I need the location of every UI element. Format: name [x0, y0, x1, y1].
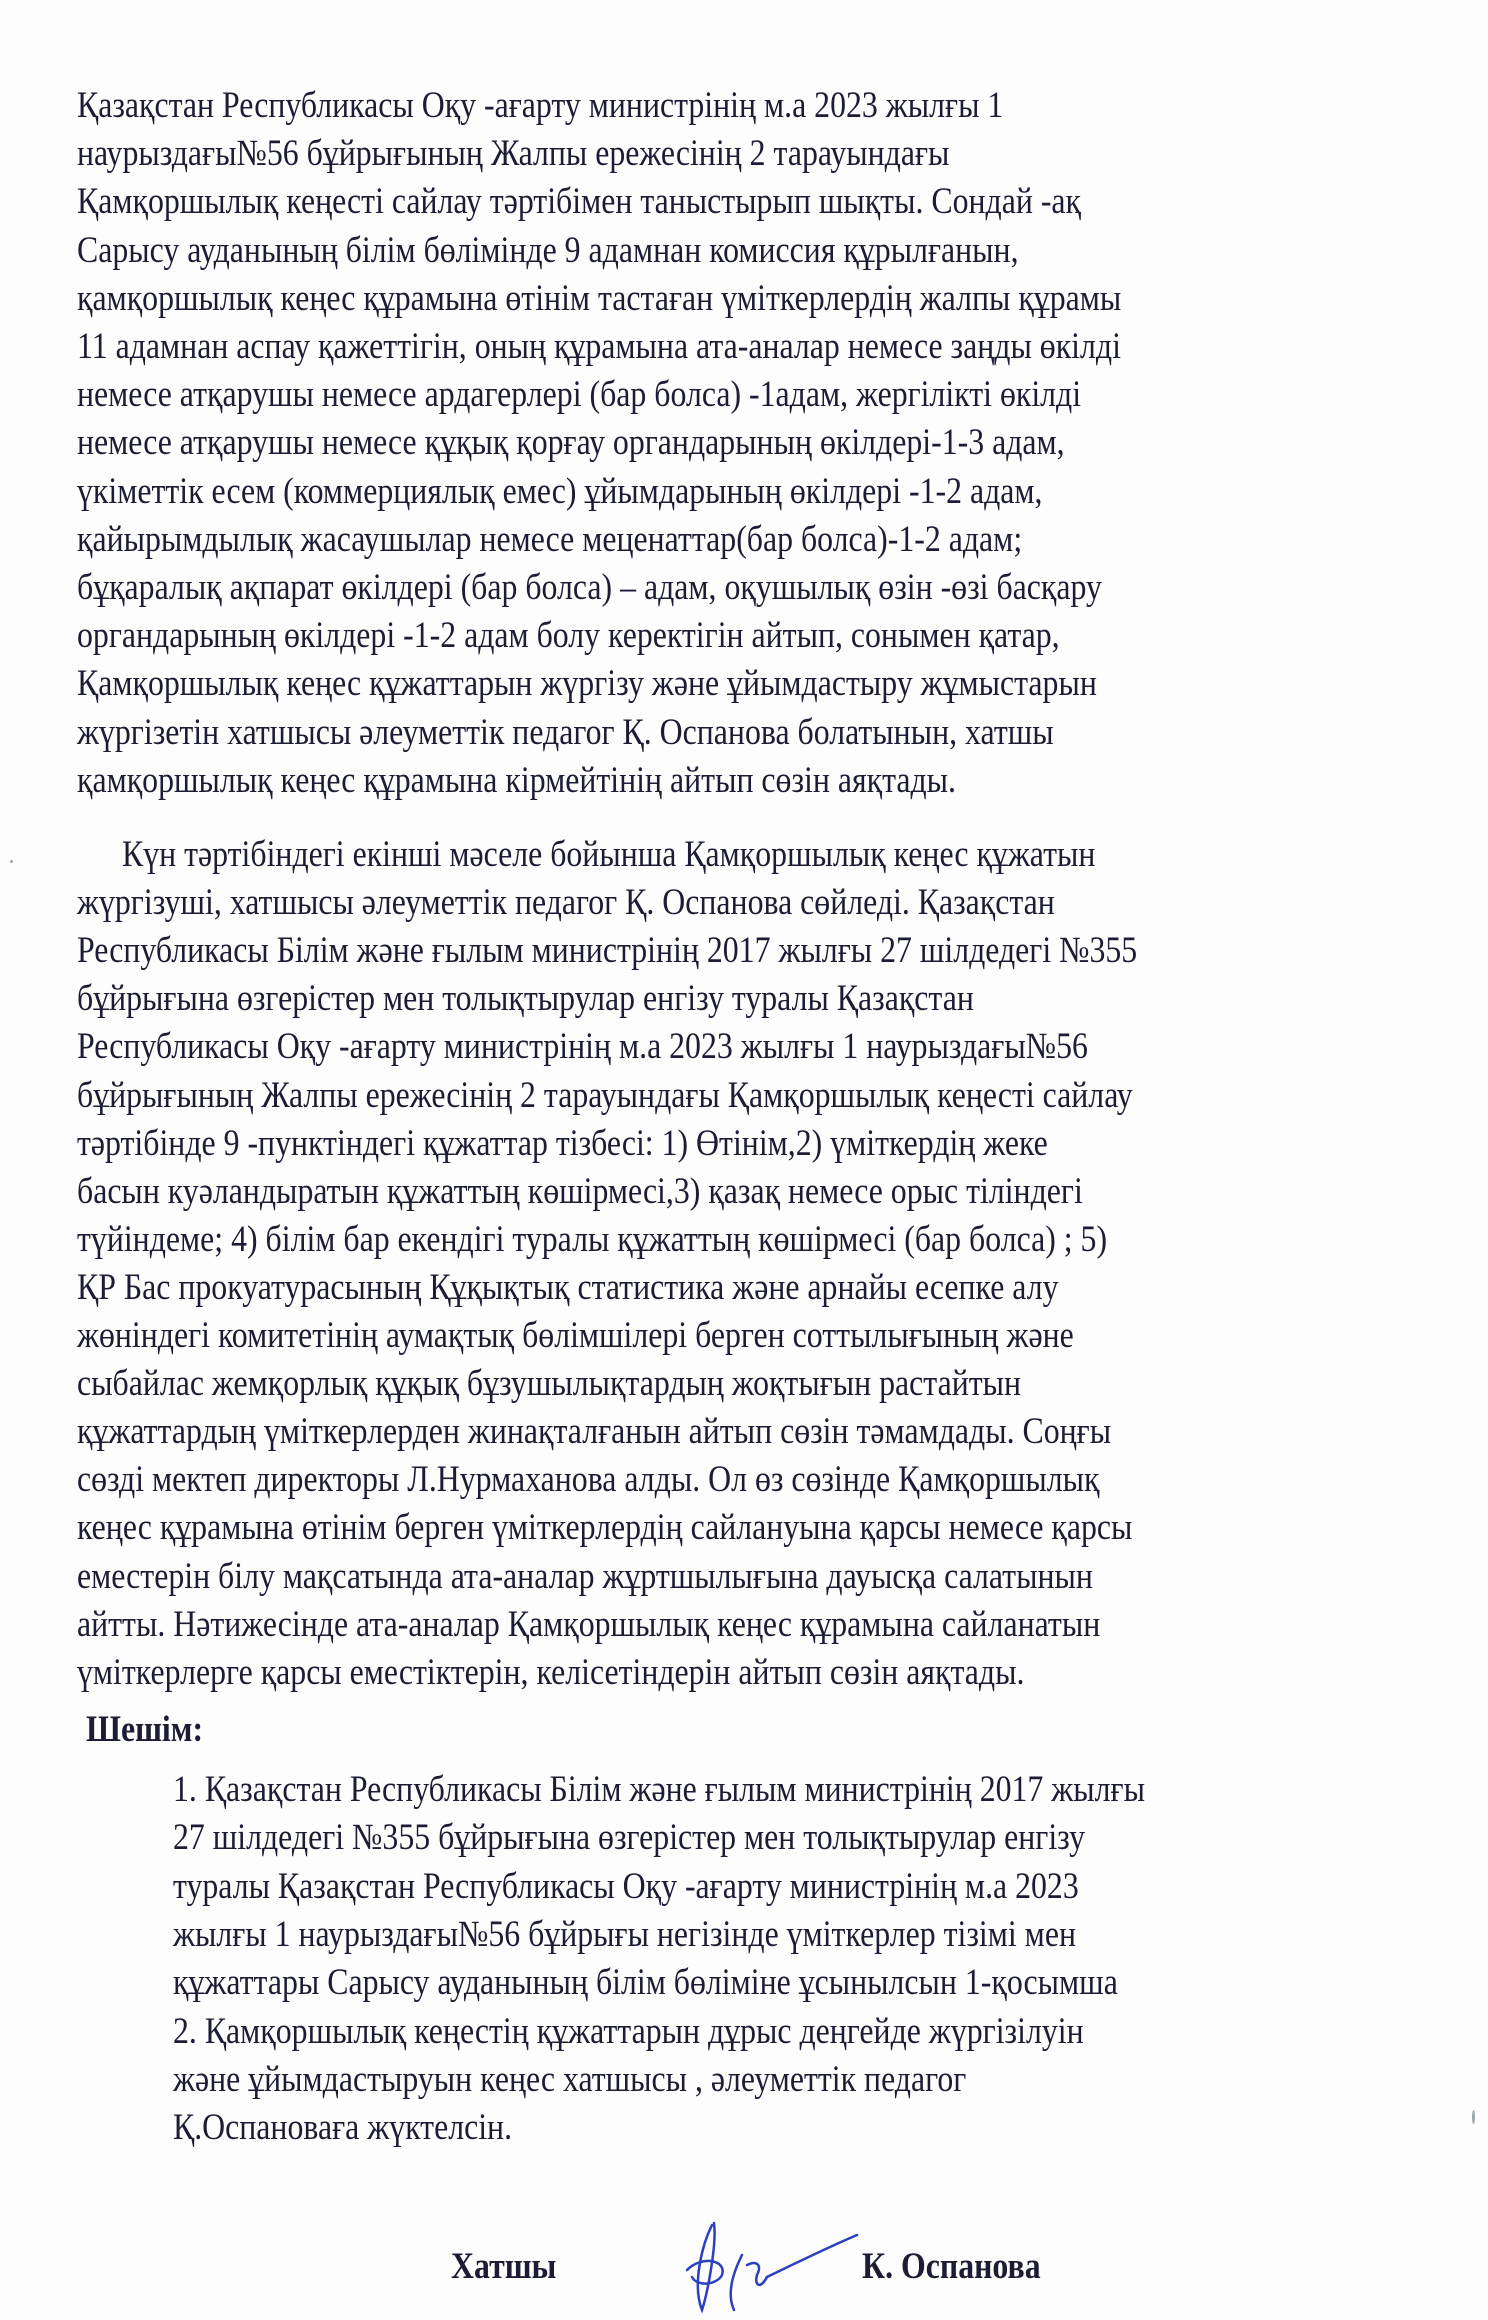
- text-line: Қ.Оспановаға жүктелсін.: [173, 2107, 513, 2149]
- text-line: және ұйымдастыруын кеңес хатшысы , әлеуметтік педагог: [173, 2058, 967, 2100]
- text-line: қамқоршылық кеңес құрамына кірмейтінің айтып сөзін аяқтады.: [77, 759, 957, 801]
- text-line: құжаттардың үміткерлерден жинақталғанын айтып сөзін тәмамдады. Соңғы: [77, 1411, 1112, 1453]
- decision-heading: Шешім:: [86, 1709, 204, 1750]
- signature-name: К. Оспанова: [862, 2246, 1041, 2287]
- text-line: 11 адамнан аспау қажеттігін, оның құрамына ата-аналар немесе заңды өкілді: [77, 326, 1121, 367]
- text-line: туралы Қазақстан Республикасы Оқу -ағарту министрінің м.а 2023: [173, 1865, 1079, 1907]
- scan-speck: [1472, 2110, 1475, 2124]
- text-line: үкіметтік есем (коммерциялық емес) ұйымдарының өкілдері -1-2 адам,: [77, 470, 1043, 512]
- text-line: жүргізуші, хатшысы әлеуметтік педагог Қ. Оспанова сөйледі. Қазақстан: [77, 882, 1055, 924]
- text-line: Күн тәртібіндегі екінші мәселе бойынша Қамқоршылық кеңес құжатын: [122, 834, 1096, 875]
- text-line: Қамқоршылық кеңесті сайлау тәртібімен таныстырып шықты. Сондай -ақ: [77, 181, 1082, 223]
- handwritten-signature: [672, 2215, 872, 2315]
- text-line: Қамқоршылық кеңес құжаттарын жүргізу және ұйымдастыру жұмыстарын: [77, 663, 1097, 705]
- text-line: құжаттары Сарысу ауданының білім бөліміне ұсынылсын 1-қосымша: [173, 1962, 1118, 2004]
- text-line: немесе атқарушы немесе құқық қорғау органдарының өкілдері-1-3 адам,: [77, 422, 1065, 464]
- text-line: Қазақстан Республикасы Оқу -ағарту министрінің м.а 2023 жылғы 1: [77, 85, 1004, 126]
- text-line: сыбайлас жемқорлық құқық бұзушылықтардың жоқтығын растайтын: [77, 1363, 1022, 1405]
- text-line: қайырымдылық жасаушылар немесе меценаттар(бар болса)-1-2 адам;: [77, 518, 1023, 560]
- text-line: еместерін білу мақсатында ата-аналар жұртшылығына дауысқа салатынын: [77, 1555, 1093, 1597]
- text-line: бұйрығының Жалпы ережесінің 2 тарауындағы Қамқоршылық кеңесті сайлау: [77, 1074, 1133, 1116]
- text-line: бұқаралық ақпарат өкілдері (бар болса) – адам, оқушылық өзін -өзі басқару: [77, 567, 1102, 608]
- text-line: сөзді мектеп директоры Л.Нурмаханова алды. Ол өз сөзінде Қамқоршылық: [77, 1459, 1100, 1501]
- text-line: тәртібінде 9 -пунктіндегі құжаттар тізбесі: 1) Өтінім,2) үміткердің жеке: [77, 1122, 1048, 1164]
- text-line: үміткерлерге қарсы еместіктерін, келісетіндерін айтып сөзін аяқтады.: [77, 1651, 1025, 1693]
- signature-role: Хатшы: [451, 2246, 557, 2287]
- text-line: Республикасы Білім және ғылым министрінің 2017 жылғы 27 шілдедегі №355: [77, 930, 1138, 972]
- text-line: түйіндеме; 4) білім бар екендігі туралы құжаттың көшірмесі (бар болса) ; 5): [77, 1218, 1108, 1260]
- text-line: кеңес құрамына өтінім берген үміткерлердің сайлануына қарсы немесе қарсы: [77, 1507, 1133, 1549]
- text-line: айтты. Нәтижесінде ата-аналар Қамқоршылық кеңес құрамына сайланатын: [77, 1603, 1101, 1645]
- text-line: жөніндегі комитетінің аумақтық бөлімшілері берген соттылығының және: [77, 1315, 1074, 1356]
- text-line: 27 шілдедегі №355 бұйрығына өзгерістер мен толықтырулар енгізу: [173, 1817, 1086, 1859]
- text-line: жылғы 1 наурыздағы№56 бұйрығы негізінде үміткерлер тізімі мен: [173, 1913, 1076, 1955]
- text-line: 2. Қамқоршылық кеңестің құжаттарын дұрыс деңгейде жүргізілуін: [173, 2010, 1084, 2052]
- text-line: 1. Қазақстан Республикасы Білім және ғылым министрінің 2017 жылғы: [173, 1769, 1145, 1810]
- text-line: қамқоршылық кеңес құрамына өтінім тастаған үміткерлердің жалпы құрамы: [77, 277, 1122, 319]
- text-line: немесе атқарушы немесе ардагерлері (бар болса) -1адам, жергілікті өкілді: [77, 374, 1082, 416]
- text-line: Сарысу ауданының білім бөлімінде 9 адамнан комиссия құрылғанын,: [77, 229, 1019, 271]
- text-line: бұйрығына өзгерістер мен толықтырулар енгізу туралы Қазақстан: [77, 978, 974, 1020]
- text-line: наурыздағы№56 бұйрығының Жалпы ережесінің 2 тарауындағы: [77, 133, 950, 175]
- scan-speck: [10, 860, 13, 863]
- text-line: ҚР Бас прокуатурасының Құқықтық статистика және арнайы есепке алу: [77, 1266, 1059, 1308]
- text-line: органдарының өкілдері -1-2 адам болу керектігін айтып, сонымен қатар,: [77, 615, 1060, 657]
- text-line: басын куәландыратын құжаттың көшірмесі,3) қазақ немесе орыс тіліндегі: [77, 1170, 1083, 1212]
- text-line: Республикасы Оқу -ағарту министрінің м.а 2023 жылғы 1 наурыздағы№56: [77, 1026, 1088, 1068]
- text-line: жүргізетін хатшысы әлеуметтік педагог Қ. Оспанова болатынын, хатшы: [77, 711, 1054, 753]
